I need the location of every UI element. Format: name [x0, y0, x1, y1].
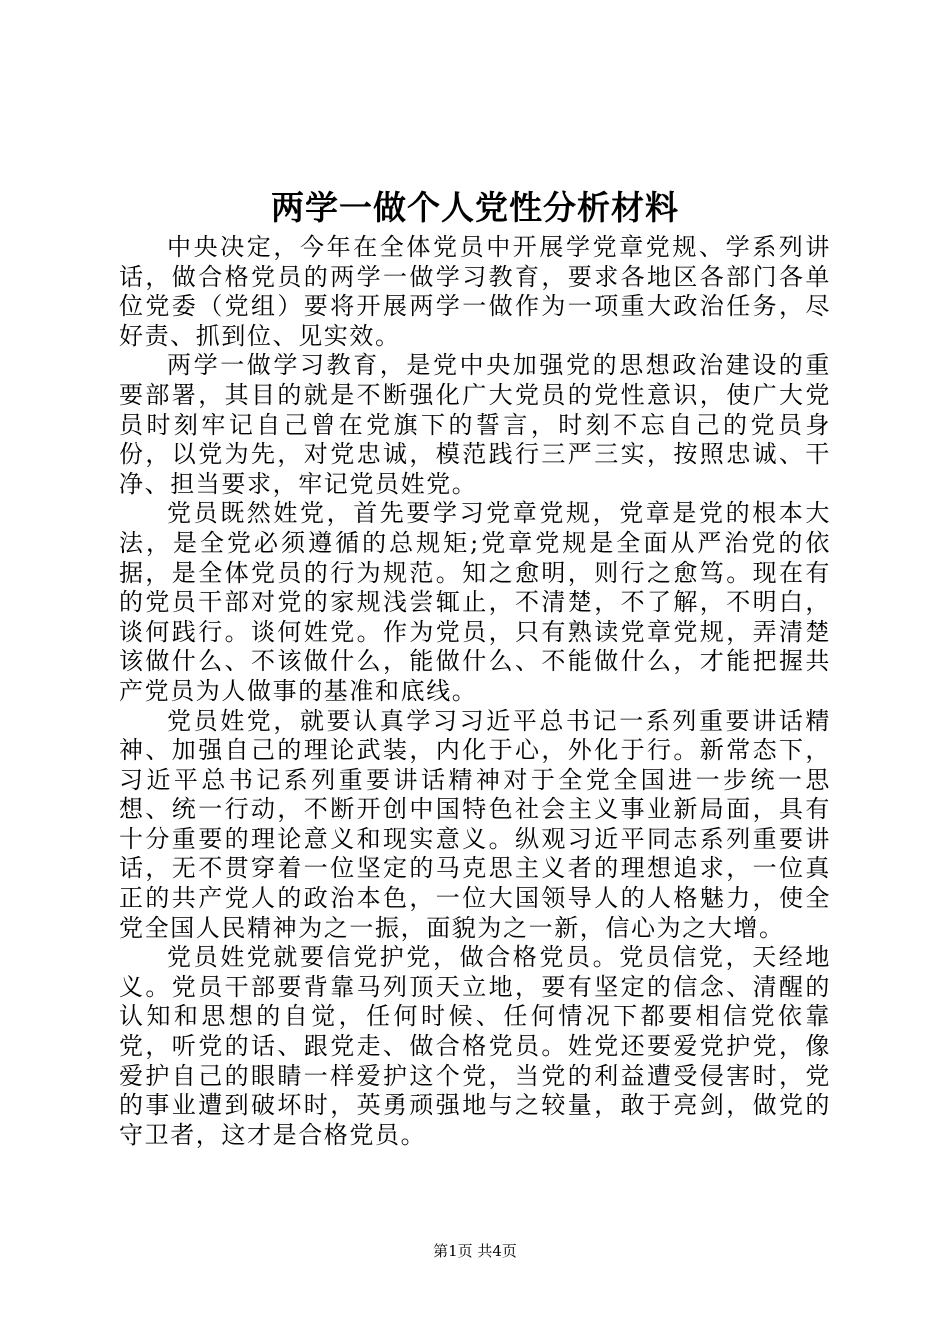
document-title: 两学一做个人党性分析材料	[271, 188, 679, 227]
paragraph: 两学一做学习教育，是党中央加强党的思想政治建设的重要部署，其目的就是不断强化广大党员的党性意识，使广大党员时刻牢记自己曾在党旗下的誓言，时刻不忘自己的党员身份，以党为先，对党忠诚，模范践行三严三实，按照忠诚、干净、担当要求，牢记党员姓党。	[119, 351, 831, 498]
paragraph: 党员姓党就要信党护党，做合格党员。党员信党，天经地义。党员干部要背靠马列顶天立地，要有坚定的信念、清醒的认知和思想的自觉，任何时候、任何情况下都要相信党依靠党，听党的话、跟党走、做合格党员。姓党还要爱党护党，像爱护自己的眼睛一样爱护这个党，当党的利益遭受侵害时，党的事业遭到破坏时，英勇顽强地与之较量，敢于亮剑，做党的守卫者，这才是合格党员。	[119, 943, 831, 1149]
paragraph: 中央决定，今年在全体党员中开展学党章党规、学系列讲话，做合格党员的两学一做学习教育，要求各地区各部门各单位党委（党组）要将开展两学一做作为一项重大政治任务，尽好责、抓到位、见实效。	[119, 233, 831, 350]
page-number-footer: 第1页 共4页	[433, 1242, 517, 1260]
document-body	[119, 233, 831, 1150]
paragraph: 党员姓党，就要认真学习习近平总书记一系列重要讲话精神、加强自己的理论武装，内化于心，外化于行。新常态下，习近平总书记系列重要讲话精神对于全党全国进一步统一思想、统一行动，不断开创中国特色社会主义事业新局面，具有十分重要的理论意义和现实意义。纵观习近平同志系列重要讲话，无不贯穿着一位坚定的马克思主义者的理想追求，一位真正的共产党人的政治本色，一位大国领导人的人格魅力，使全党全国人民精神为之一振，面貌为之一新，信心为之大增。	[119, 706, 831, 942]
paragraph: 党员既然姓党，首先要学习党章党规，党章是党的根本大法，是全党必须遵循的总规矩;党章党规是全面从严治党的依据，是全体党员的行为规范。知之愈明，则行之愈笃。现在有的党员干部对党的家规浅尝辄止，不清楚，不了解，不明白，谈何践行。谈何姓党。作为党员，只有熟读党章党规，弄清楚该做什么、不该做什么，能做什么、不能做什么，才能把握共产党员为人做事的基准和底线。	[119, 499, 831, 705]
